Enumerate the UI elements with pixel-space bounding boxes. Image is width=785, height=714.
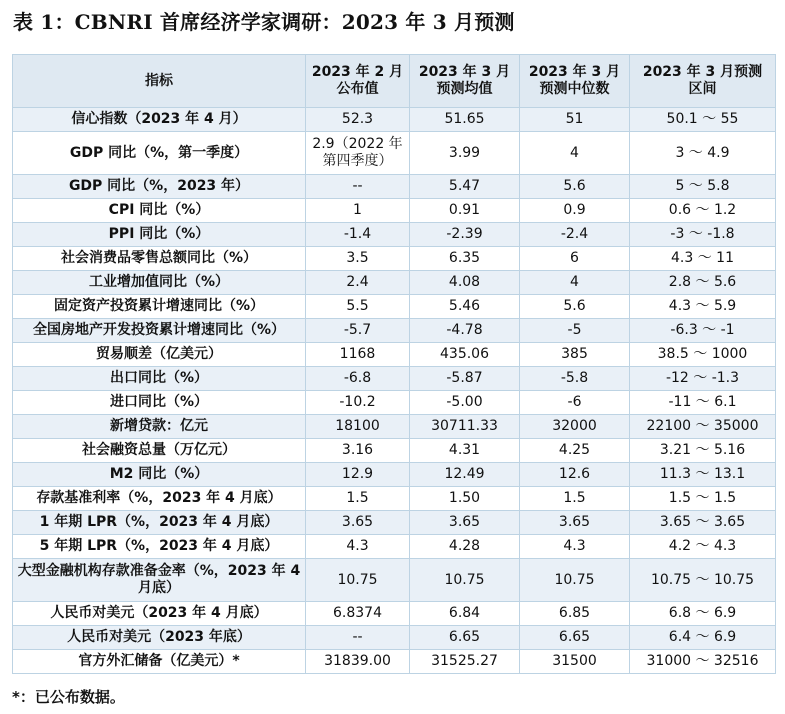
indicator-cell: 存款基准利率（%，2023 年 4 月底） [13, 487, 306, 511]
mar-median-cell: 0.9 [520, 199, 630, 223]
feb-published-cell: 18100 [306, 415, 410, 439]
mar-mean-cell: 51.65 [410, 108, 520, 132]
mar-mean-cell: 435.06 [410, 343, 520, 367]
feb-published-cell: 5.5 [306, 295, 410, 319]
indicator-cell: 贸易顺差（亿美元） [13, 343, 306, 367]
mar-mean-cell: 3.99 [410, 132, 520, 175]
indicator-cell: 进口同比（%） [13, 391, 306, 415]
feb-published-cell: 4.3 [306, 535, 410, 559]
mar-median-cell: 4 [520, 271, 630, 295]
mar-range-cell: 5 ～ 5.8 [630, 175, 776, 199]
indicator-cell: M2 同比（%） [13, 463, 306, 487]
mar-range-cell: 6.8 ～ 6.9 [630, 602, 776, 626]
indicator-cell: 大型金融机构存款准备金率（%，2023 年 4 月底） [13, 559, 306, 602]
indicator-cell: 信心指数（2023 年 4 月） [13, 108, 306, 132]
indicator-cell: 出口同比（%） [13, 367, 306, 391]
table-row [13, 439, 776, 463]
table-row [13, 415, 776, 439]
mar-range-cell: 4.3 ～ 11 [630, 247, 776, 271]
mar-mean-cell: 4.08 [410, 271, 520, 295]
feb-published-cell: -- [306, 175, 410, 199]
mar-range-cell: 3.65 ～ 3.65 [630, 511, 776, 535]
feb-published-cell: 3.65 [306, 511, 410, 535]
mar-median-cell: 4.3 [520, 535, 630, 559]
mar-range-cell: -6.3 ～ -1 [630, 319, 776, 343]
table-row [13, 626, 776, 650]
mar-range-cell: 31000 ～ 32516 [630, 650, 776, 674]
header-feb-published: 2023 年 2 月 公布值 [306, 55, 410, 108]
indicator-cell: 官方外汇储备（亿美元）* [13, 650, 306, 674]
mar-median-cell: 51 [520, 108, 630, 132]
feb-published-cell: -1.4 [306, 223, 410, 247]
table-row [13, 247, 776, 271]
mar-median-cell: 5.6 [520, 295, 630, 319]
mar-mean-cell: 3.65 [410, 511, 520, 535]
indicator-cell: 1 年期 LPR（%，2023 年 4 月底） [13, 511, 306, 535]
mar-median-cell: -5 [520, 319, 630, 343]
mar-mean-cell: -2.39 [410, 223, 520, 247]
feb-published-cell: 2.4 [306, 271, 410, 295]
mar-mean-cell: 6.65 [410, 626, 520, 650]
header-mar-range: 2023 年 3 月预测 区间 [630, 55, 776, 108]
indicator-cell: 全国房地产开发投资累计增速同比（%） [13, 319, 306, 343]
header-mar-median: 2023 年 3 月 预测中位数 [520, 55, 630, 108]
table-row [13, 199, 776, 223]
indicator-cell: 社会消费品零售总额同比（%） [13, 247, 306, 271]
mar-median-cell: -5.8 [520, 367, 630, 391]
forecast-table [12, 54, 776, 674]
mar-mean-cell: 0.91 [410, 199, 520, 223]
table-row [13, 132, 776, 175]
table-row [13, 602, 776, 626]
table-row [13, 367, 776, 391]
mar-range-cell: 1.5 ～ 1.5 [630, 487, 776, 511]
indicator-cell: 人民币对美元（2023 年底） [13, 626, 306, 650]
mar-median-cell: 6 [520, 247, 630, 271]
indicator-cell: 工业增加值同比（%） [13, 271, 306, 295]
indicator-cell: 人民币对美元（2023 年 4 月底） [13, 602, 306, 626]
mar-range-cell: -3 ～ -1.8 [630, 223, 776, 247]
mar-mean-cell: 1.50 [410, 487, 520, 511]
table-row [13, 463, 776, 487]
table-row [13, 391, 776, 415]
mar-median-cell: -2.4 [520, 223, 630, 247]
mar-range-cell: 3 ～ 4.9 [630, 132, 776, 175]
table-row [13, 559, 776, 602]
feb-published-cell: 6.8374 [306, 602, 410, 626]
feb-published-cell: -5.7 [306, 319, 410, 343]
indicator-cell: PPI 同比（%） [13, 223, 306, 247]
indicator-cell: 社会融资总量（万亿元） [13, 439, 306, 463]
footnote: *：已公布数据。 [12, 688, 125, 706]
table-row [13, 511, 776, 535]
mar-mean-cell: -5.00 [410, 391, 520, 415]
indicator-cell: GDP 同比（%，第一季度） [13, 132, 306, 175]
indicator-cell: GDP 同比（%，2023 年） [13, 175, 306, 199]
feb-published-cell: 1 [306, 199, 410, 223]
mar-median-cell: 3.65 [520, 511, 630, 535]
table-row [13, 487, 776, 511]
feb-published-cell: 3.16 [306, 439, 410, 463]
mar-median-cell: 4.25 [520, 439, 630, 463]
mar-median-cell: -6 [520, 391, 630, 415]
mar-mean-cell: 4.31 [410, 439, 520, 463]
mar-median-cell: 32000 [520, 415, 630, 439]
mar-range-cell: 6.4 ～ 6.9 [630, 626, 776, 650]
header-indicator: 指标 [13, 55, 306, 108]
table-row [13, 271, 776, 295]
mar-median-cell: 385 [520, 343, 630, 367]
table-row [13, 295, 776, 319]
feb-published-cell: 1.5 [306, 487, 410, 511]
feb-published-cell: 12.9 [306, 463, 410, 487]
table-row [13, 108, 776, 132]
table-row [13, 650, 776, 674]
feb-published-cell: 31839.00 [306, 650, 410, 674]
mar-median-cell: 10.75 [520, 559, 630, 602]
table-row [13, 343, 776, 367]
mar-range-cell: 50.1 ～ 55 [630, 108, 776, 132]
header-mar-mean: 2023 年 3 月 预测均值 [410, 55, 520, 108]
mar-mean-cell: 5.46 [410, 295, 520, 319]
mar-median-cell: 6.85 [520, 602, 630, 626]
mar-mean-cell: -4.78 [410, 319, 520, 343]
feb-published-cell: 3.5 [306, 247, 410, 271]
feb-published-cell: -- [306, 626, 410, 650]
mar-mean-cell: 31525.27 [410, 650, 520, 674]
mar-range-cell: 4.2 ～ 4.3 [630, 535, 776, 559]
mar-mean-cell: 4.28 [410, 535, 520, 559]
mar-median-cell: 6.65 [520, 626, 630, 650]
mar-range-cell: 10.75 ～ 10.75 [630, 559, 776, 602]
mar-range-cell: 4.3 ～ 5.9 [630, 295, 776, 319]
table-header-row [13, 55, 776, 108]
feb-published-cell: 1168 [306, 343, 410, 367]
feb-published-cell: 10.75 [306, 559, 410, 602]
indicator-cell: 新增贷款：亿元 [13, 415, 306, 439]
mar-range-cell: 2.8 ～ 5.6 [630, 271, 776, 295]
mar-mean-cell: 6.84 [410, 602, 520, 626]
mar-mean-cell: 12.49 [410, 463, 520, 487]
indicator-cell: 固定资产投资累计增速同比（%） [13, 295, 306, 319]
mar-mean-cell: 5.47 [410, 175, 520, 199]
mar-mean-cell: -5.87 [410, 367, 520, 391]
mar-median-cell: 5.6 [520, 175, 630, 199]
table-row [13, 175, 776, 199]
feb-published-cell: -10.2 [306, 391, 410, 415]
table-row [13, 223, 776, 247]
feb-published-cell: 2.9（2022 年第四季度） [306, 132, 410, 175]
page-title: 表 1：CBNRI 首席经济学家调研：2023 年 3 月预测 [13, 10, 515, 34]
table-row [13, 319, 776, 343]
mar-range-cell: 3.21 ～ 5.16 [630, 439, 776, 463]
mar-mean-cell: 10.75 [410, 559, 520, 602]
mar-median-cell: 12.6 [520, 463, 630, 487]
feb-published-cell: -6.8 [306, 367, 410, 391]
feb-published-cell: 52.3 [306, 108, 410, 132]
mar-range-cell: 0.6 ～ 1.2 [630, 199, 776, 223]
indicator-cell: CPI 同比（%） [13, 199, 306, 223]
mar-range-cell: -11 ～ 6.1 [630, 391, 776, 415]
mar-range-cell: 11.3 ～ 13.1 [630, 463, 776, 487]
mar-range-cell: -12 ～ -1.3 [630, 367, 776, 391]
mar-range-cell: 22100 ～ 35000 [630, 415, 776, 439]
mar-median-cell: 4 [520, 132, 630, 175]
mar-mean-cell: 6.35 [410, 247, 520, 271]
mar-median-cell: 31500 [520, 650, 630, 674]
mar-median-cell: 1.5 [520, 487, 630, 511]
table-row [13, 535, 776, 559]
indicator-cell: 5 年期 LPR（%，2023 年 4 月底） [13, 535, 306, 559]
mar-mean-cell: 30711.33 [410, 415, 520, 439]
mar-range-cell: 38.5 ～ 1000 [630, 343, 776, 367]
